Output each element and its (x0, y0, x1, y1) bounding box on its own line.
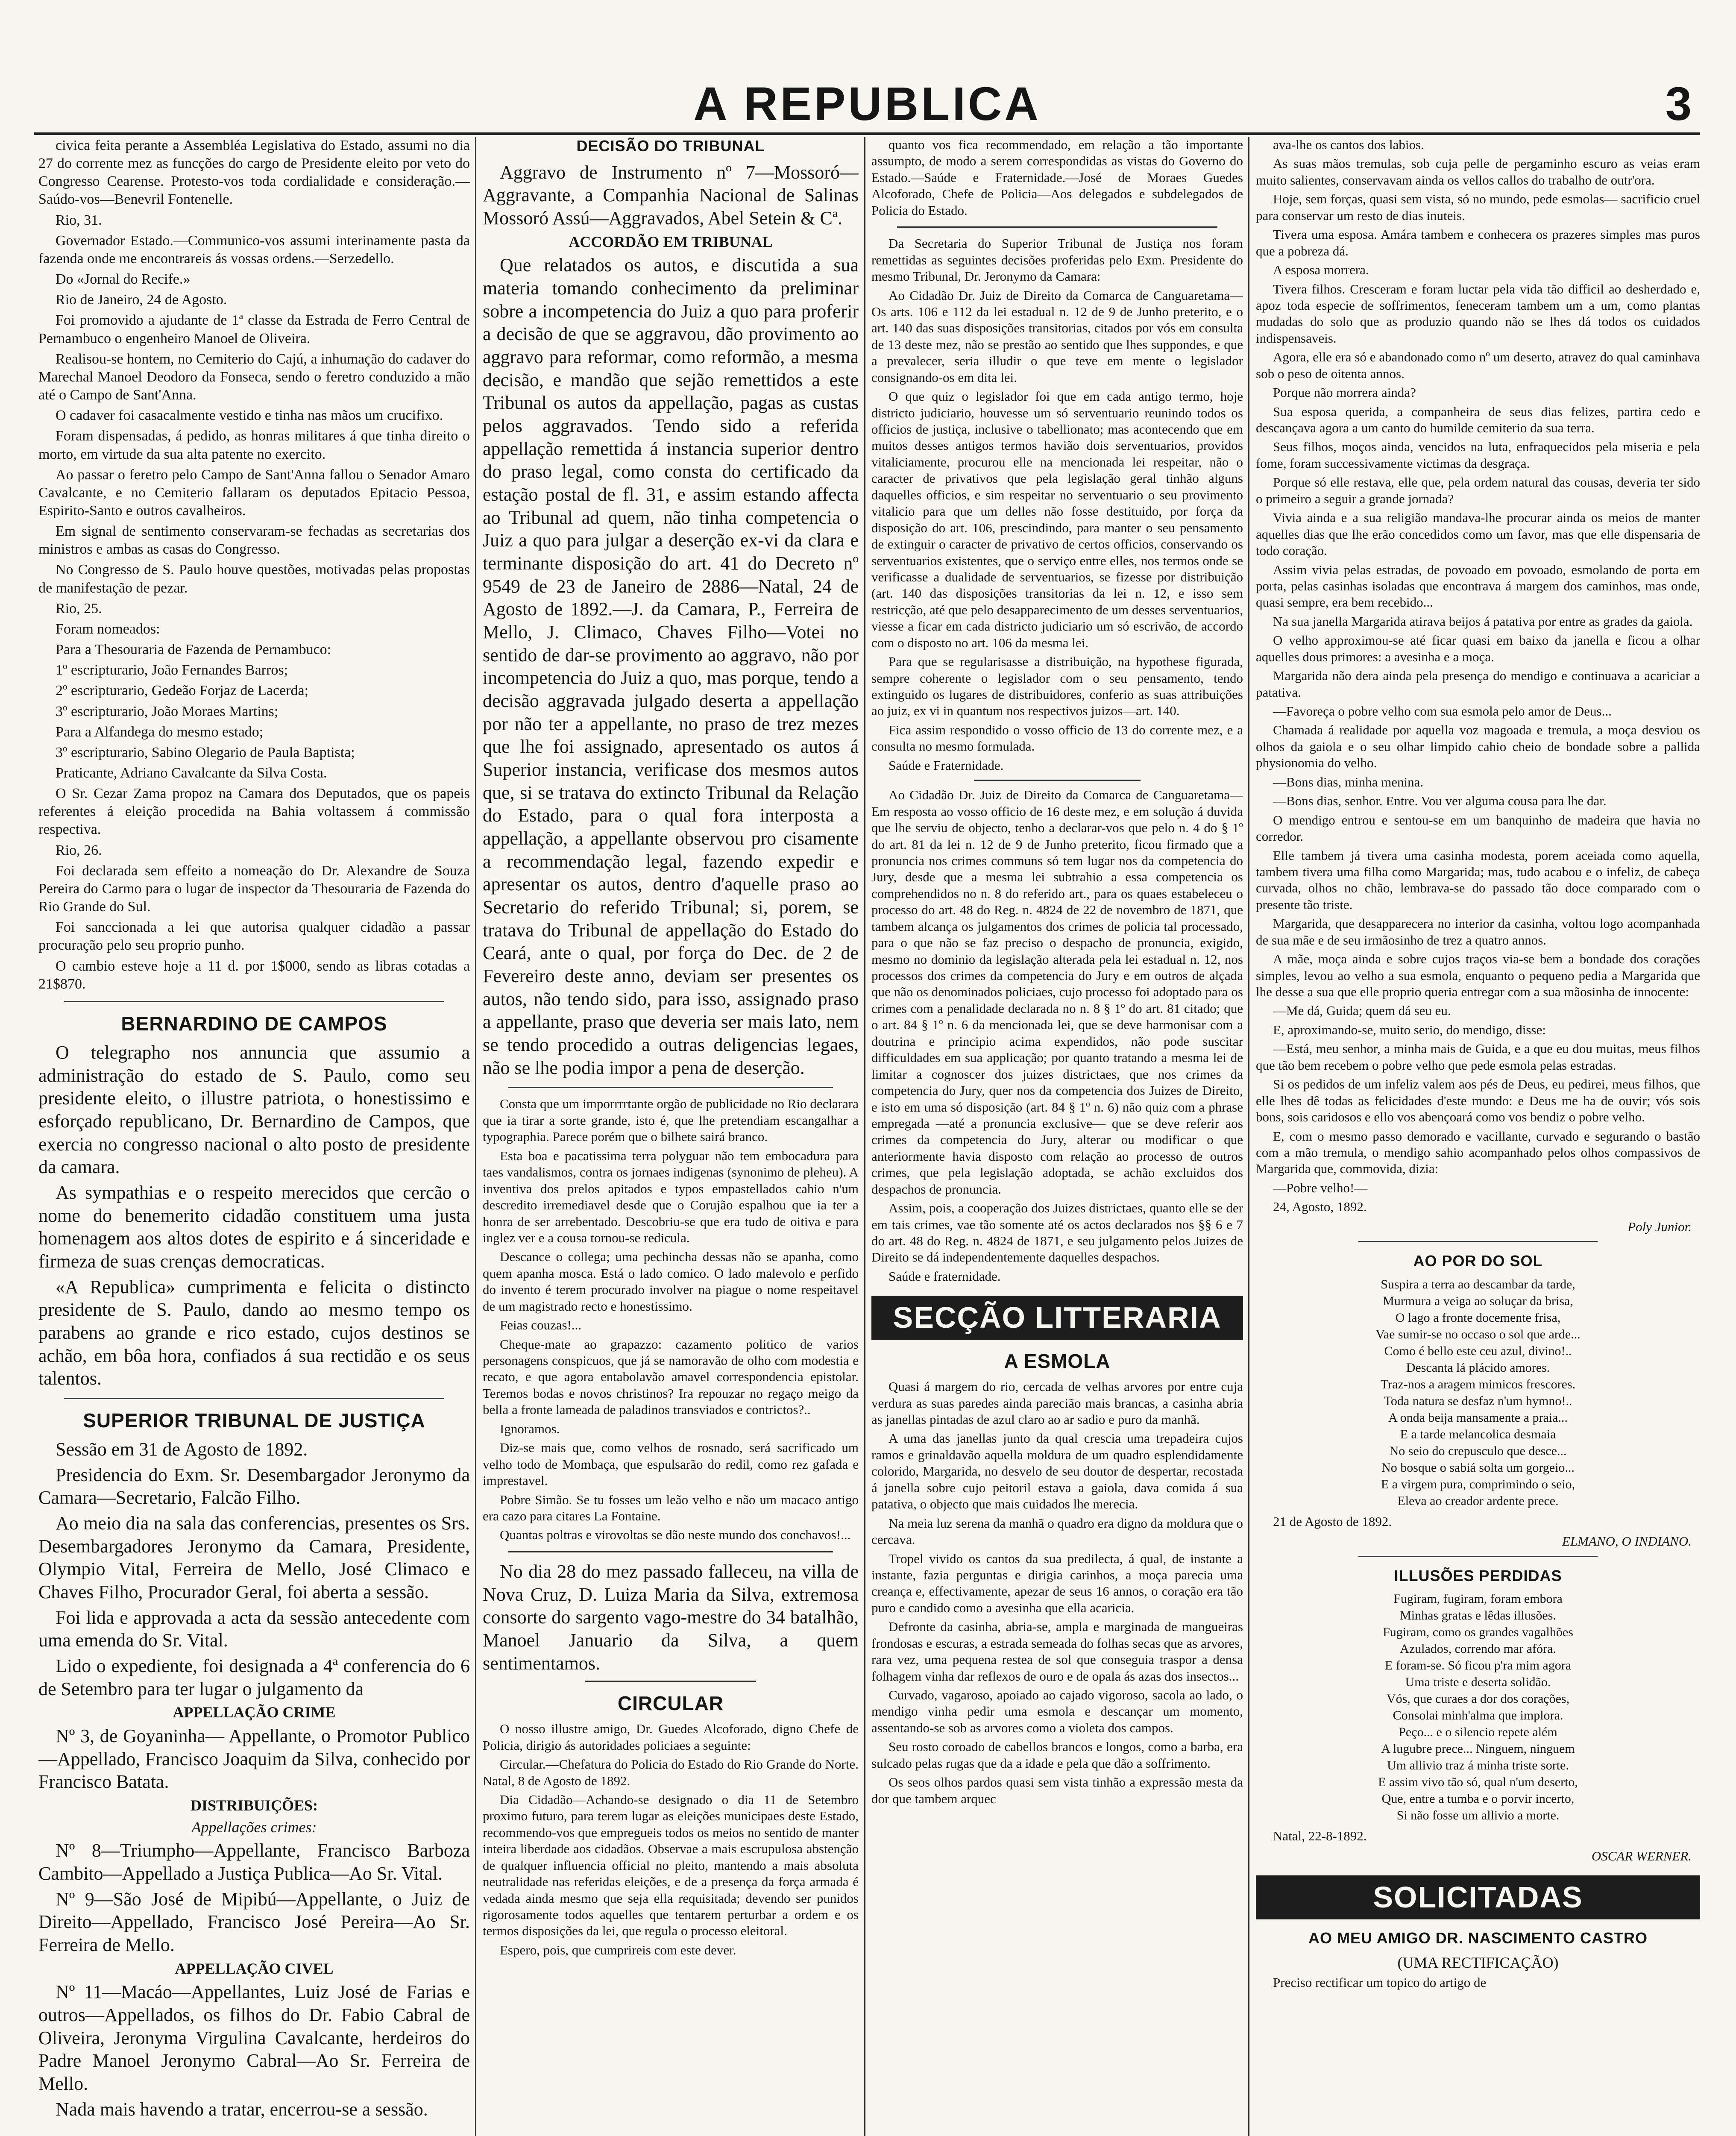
story-paragraph: A mãe, moça ainda e sobre cujos traços via-se bem a bondade dos corações simples, levou ao velho a sua esmola, enquanto o pequeno pedia a Margarida que lhe desse a sua que elle proprio queria entregar com a sua mãosinha de innocente: (1256, 951, 1700, 999)
story-paragraph: —Bons dias, senhor. Entre. Vou ver alguma cousa para lhe dar. (1273, 793, 1607, 809)
news-paragraph: Do «Jornal do Recife.» (56, 271, 191, 288)
section-heading: BERNARDINO DE CAMPOS (121, 1012, 387, 1035)
section-divider (508, 1551, 833, 1552)
story-paragraph: ava-lhe os cantos dos labios. (1273, 137, 1424, 152)
section-divider (897, 226, 1217, 228)
story-paragraph: Tivera filhos. Cresceram e foram luctar pela vida tão difficil ao desherdado e, apoz toda especie de soffrimentos, feneceram tambem um a um, como plantas mudadas do solo que as produzio quando não se lhes dá todos os cuidados indispensaveis. (1256, 281, 1700, 346)
poem-line: E foram-se. Só ficou p'ra mim agora (1384, 1658, 1572, 1673)
poem-line: Fugiram, como os grandes vagalhões (1383, 1625, 1573, 1640)
column-2 (483, 137, 859, 2136)
article-paragraph: As sympathias e o respeito merecidos que cercão o nome do benemerito cidadão constituem uma justa homenagem aos altos dotes de espirito e á sinceridade e firmeza de suas crenças democraticas. (38, 1182, 470, 1272)
article-paragraph: Da Secretaria do Superior Tribunal de Justiça nos foram remettidas as seguintes decisões proferidas pelo Exm. Presidente do mesmo Tribunal, Dr. Jeronymo da Camara: (871, 236, 1243, 284)
poem-line: Toda natura se desfaz n'um hymno!.. (1384, 1394, 1572, 1408)
article-paragraph: quanto vos fica recommendado, em relação a tão importante assumpto, de modo a serem correspondidas as vistas do Governo do Estado.—Saúde e Fraternidade.—José de Moraes Guedes Alcoforado, Chefe de Policia—Aos delegados e subdelegados de Policia do Estado. (871, 137, 1243, 218)
story-paragraph: E, aproximando-se, muito serio, do mendigo, disse: (1273, 1022, 1546, 1037)
article-paragraph: Circular.—Chefatura do Policia do Estado do Rio Grande do Norte. Natal, 8 de Agosto de 1892. (483, 1757, 859, 1788)
column-rule (864, 137, 865, 2136)
masthead (34, 73, 1700, 135)
poem-line: Um allivio traz á minha triste sorte. (1387, 1758, 1569, 1773)
news-paragraph: Rio, 31. (56, 212, 102, 228)
article-paragraph: Nº 3, de Goyaninha— Appellante, o Promotor Publico—Appellado, Francisco Joaquim da Silva, conhecido por Francisco Batata. (38, 1725, 470, 1793)
section-banner: SOLICITADAS (1256, 1875, 1700, 1919)
poem-line: Fugiram, fugiram, foram embora (1393, 1592, 1563, 1606)
poem-line: Si não fosse um allivio a morte. (1396, 1808, 1560, 1823)
story-paragraph: Tivera uma esposa. Amára tambem e conhecera os prazeres simples mas puros que a pobreza dá. (1256, 227, 1700, 258)
news-paragraph: Praticante, Adriano Cavalcante da Silva Costa. (56, 765, 327, 781)
article-paragraph: Ao meio dia na sala das conferencias, presentes os Srs. Desembargadores Jeronymo da Camara, Presidente, Olympio Vital, Ferreira de Mello, José Climaco e Chaves Filho, Procurador Geral, foi aberta a sessão. (38, 1513, 470, 1603)
poem-line: Consolai minh'alma que implora. (1393, 1708, 1563, 1723)
story-paragraph: —Pobre velho!— (1273, 1180, 1368, 1195)
poem-stanzas (1256, 1276, 1700, 1509)
article-paragraph: Descance o collega; uma pechincha dessas não se apanha, como quem apanha mosca. Está o lado comico. O lado malevolo e perfido do invento é terem procurado involver na piague o nome respeitavel de um magistrado recto e honestissimo. (483, 1249, 859, 1314)
story-paragraph: Tropel vivido os cantos da sua predilecta, á qual, de instante a instante, fazia perguntas e dirigia carinhos, a moça parecia uma creança e, effectivamente, apezar de seus 16 annos, o coração era tão puro e candido como a avesinha que ella acaricia. (871, 1551, 1243, 1615)
story-paragraph: 24, Agosto, 1892. (1273, 1199, 1367, 1215)
author-signature: ELMANO, O INDIANO. (1562, 1534, 1692, 1549)
article-paragraph: O que quiz o legislador foi que em cada antigo termo, hoje districto judiciario, houvesse um só serventuario reunindo todos os officios de justiça, inclusive o tabellionato; mas acontecendo que em muitos desses antigos termos havião dois serventuarios, providos vitaliciamente, procurou elle na mencionada lei respeitar, não o caracter de privativos que pela legislação geral tinhão alguns daquelles officios, e sim respeitar no serventuario o seu provimento vitalicio para que um delles não fosse destituido, por força da disposição do art. 106, prescindindo, para manter o seu pensamento de extinguir o caracter de privativo de certos officios, conservando os serventuarios existentes, que o serviço entre elles, nos termos onde se verificasse a dualidade de serventuarios, se fizesse por distribuição (art. 140 das disposições transitorias da lei n. 12, e isso sem restricção, até que pelo desapparecimento de um desses serventuarios, viesse a ficar em cada districto judiciario um só escrivão, de accordo com o disposto no art. 106 da mesma lei. (871, 389, 1243, 650)
poem-line: A lugubre prece... Ninguem, ninguem (1381, 1742, 1575, 1756)
section-heading: SUPERIOR TRIBUNAL DE JUSTIÇA (83, 1409, 425, 1432)
news-paragraph: Governador Estado.—Communico-vos assumi interinamente pasta da fazenda onde me encontrareis ás vossas ordens.—Serzedello. (38, 232, 470, 267)
article-paragraph: Espero, pois, que cumprireis com este dever. (500, 1942, 736, 1957)
section-divider (508, 1087, 833, 1088)
story-paragraph: Porque não morrera ainda? (1273, 385, 1416, 400)
poem-line: O lago a fronte docemente frisa, (1395, 1310, 1561, 1325)
poem-date: 21 de Agosto de 1892. (1273, 1514, 1392, 1529)
poem-date: Natal, 22-8-1892. (1273, 1828, 1367, 1844)
story-paragraph: Na sua janella Margarida atirava beijos á patativa por entre as grades da gaiola. (1273, 613, 1693, 629)
poem-line: Peço... e o silencio repete além (1399, 1725, 1557, 1740)
section-heading: DECISÃO DO TRIBUNAL (576, 137, 765, 155)
subheading: DISTRIBUIÇÕES: (190, 1797, 318, 1814)
subheading: Appellações crimes: (191, 1818, 317, 1836)
page-number: 3 (1665, 78, 1692, 130)
column-3 (871, 137, 1243, 2136)
subheading: (UMA RECTIFICAÇÃO) (1397, 1954, 1559, 1971)
story-paragraph: —Me dá, Guida; quem dá seu eu. (1273, 1003, 1451, 1018)
section-heading: CIRCULAR (617, 1692, 724, 1715)
article-paragraph: Nada mais havendo a tratar, encerrou-se a sessão. (56, 2098, 428, 2120)
article-body (483, 161, 859, 1080)
poem-line: Azulados, correndo mar afóra. (1400, 1642, 1556, 1656)
news-paragraph: Para a Alfandega do mesmo estado; (56, 724, 264, 740)
news-paragraph: O Sr. Cezar Zama propoz na Camara dos Deputados, que os papeis referentes á eleição procedida na Bahia voltassem á commissão respectiva. (38, 786, 470, 838)
section-divider (1358, 1556, 1598, 1557)
article-paragraph: Presidencia do Exm. Sr. Desembargador Jeronymo da Camara—Secretario, Falcão Filho. (38, 1464, 470, 1508)
news-paragraph: 2º escripturario, Gedeão Forjaz de Lacerda; (56, 683, 309, 699)
story-paragraph: Seus filhos, moços ainda, vencidos na luta, enfraquecidos pela miseria e pela fome, foram successivamente victimas da desgraça. (1256, 439, 1700, 471)
news-paragraph: O cadaver foi casacalmente vestido e tinha nas mãos um crucifixo. (56, 408, 443, 424)
article-paragraph: Nº 8—Triumpho—Appellante, Francisco Barboza Cambito—Appellado a Justiça Publica—Ao Sr. Vital. (38, 1840, 470, 1884)
article-paragraph: Nº 9—São José de Mipibú—Appellante, o Juiz de Direito—Appellado, Francisco José Pereira—Ao Sr. Ferreira de Mello. (38, 1888, 470, 1955)
article-paragraph: Assim, pois, a cooperação dos Juizes districtaes, quanto elle se der em tais crimes, vae tão somente até os actos declarados nos §§ 6 e 7 do art. 48 do Reg. n. 4824 de 1871, e seu julgamento pelos Juizes de Direito se dá independentemente daquelles despachos. (871, 1200, 1243, 1265)
article-paragraph: O nosso illustre amigo, Dr. Guedes Alcoforado, digno Chefe de Policia, dirigio ás autoridades policiaes a seguinte: (483, 1721, 859, 1753)
story-paragraph: Agora, elle era só e abandonado como nº um deserto, atravez do qual caminhava sob o peso de oitenta annos. (1256, 349, 1700, 381)
article-paragraph: «A Republica» cumprimenta e felicita o distincto presidente de S. Paulo, dando ao mesmo tempo os parabens ao grande e rico estado, cujos destinos se achão, em bôa hora, confiados á sua rectidão e os seus talentos. (38, 1276, 470, 1389)
news-paragraph: Em signal de sentimento conservaram-se fechadas as secretarias dos ministros e ambas as casas do Congresso. (38, 523, 470, 557)
story-paragraph: Si os pedidos de um infeliz valem aos pés de Deus, eu pedirei, meus filhos, que elle lhes dê todas as felicidades d'este mundo: e Deus me ha de ouvir; vós sois bons, sois caridosos e ello vos abençoará como vos bendiz o pobre velho. (1256, 1077, 1700, 1125)
poem-line: No bosque o sabiá solta um gorgeio... (1381, 1460, 1575, 1475)
poem-line: Vós, que curaes a dor dos corações, (1386, 1692, 1570, 1706)
article-paragraph: Saúde e fraternidade. (889, 1268, 1001, 1284)
article-paragraph: Ao Cidadão Dr. Juiz de Direito da Comarca de Canguaretama—Os arts. 106 e 112 da lei estadual n. 12 de 9 de Junho preterito, e o art. 140 das suas disposições transitorias, citados por vós em consulta de 13 deste mez, não se prestão ao sentido que lhes suppondes, e que a prevalecer, seria illudir o que teve em mente o legislador consignando-os em dita lei. (871, 288, 1243, 385)
news-paragraph: Foram dispensadas, á pedido, as honras militares á que tinha direito o morto, em virtude da sua alta patente no exercito. (38, 428, 470, 462)
story-paragraph: Seu rosto coroado de cabellos brancos e longos, como a barba, era sulcado pelas rugas que da a idade e pela que dão a soffrimento. (871, 1739, 1243, 1771)
article-body (38, 1438, 470, 2121)
article-paragraph: Nº 11—Macáo—Appellantes, Luiz José de Farias e outros—Appellados, os filhos do Dr. Fabio Cabral de Oliveira, Jeronyma Virgulina Cavalcante, herdeiros do Padre Manoel Jeronymo Cabral—Ao Sr. Ferreira de Mello. (38, 1981, 470, 2094)
poem-title: ILLUSÕES PERDIDAS (1394, 1567, 1562, 1584)
story-paragraph: —Bons dias, minha menina. (1273, 774, 1424, 789)
story-paragraph: Curvado, vagaroso, apoiado ao cajado vigoroso, sacola ao lado, o mendigo vinha pedir uma esmola e descançar um momento, assentando-se sob as arvores como a violeta dos campos. (871, 1687, 1243, 1735)
article-paragraph: Sessão em 31 de Agosto de 1892. (56, 1439, 308, 1460)
story-paragraph: Elle tambem já tivera uma casinha modesta, porem aceiada como aquella, tambem tivera uma filha como Margarida; mas, tudo acabou e o infeliz, de cabeça curvada, olhos no chão, lembrava-se do passado tão doce comparado com o presente tão triste. (1256, 848, 1700, 912)
poem-line: Uma triste e deserta solidão. (1405, 1675, 1551, 1690)
author-signature: OSCAR WERNER. (1591, 1848, 1692, 1863)
section-divider (1358, 1241, 1598, 1242)
article-paragraph: Quantas poltras e virovoltas se dão neste mundo dos conchavos!... (500, 1527, 851, 1543)
news-paragraph: Para a Thesouraria de Fazenda de Pernambuco: (56, 642, 331, 658)
news-paragraph: Foi promovido a ajudante de 1ª classe da Estrada de Ferro Central de Pernambuco o engenheiro Manoel de Oliveira. (38, 312, 470, 346)
story-paragraph: —Favoreça o pobre velho com sua esmola pelo amor de Deus... (1273, 704, 1612, 719)
news-paragraph: Foram nomeados: (56, 621, 160, 637)
story-paragraph: Vivia ainda e a sua religião mandava-lhe procurar ainda os meios de manter aquelles dias que lhe erão concedidos como um favor, mas que elle dispensaria de todo coração. (1256, 510, 1700, 558)
news-paragraph: O cambio esteve hoje a 11 d. por 1$000, sendo as libras cotadas a 21$870. (38, 958, 470, 992)
article-paragraph: O telegrapho nos annuncia que assumio a administração do estado de S. Paulo, como seu presidente eleito, o illustre patriota, o honestissimo e esforçado republicano, Dr. Bernardino de Campos, que exercia no congresso nacional o alto posto de presidente da camara. (38, 1042, 470, 1178)
subheading: APPELLAÇÃO CRIME (173, 1704, 336, 1721)
story-paragraph: A esposa morrera. (1273, 262, 1369, 278)
story-paragraph: Defronte da casinha, abria-se, ampla e marginada de mangueiras frondosas e escuras, a estrada semeada do folhas secas que as arvores, rara vez, uma pequena restea de sol que conseguia traspor a densa folhagem vinha dar reflexos de ouro e de opala ás azas dos insectos... (871, 1619, 1243, 1684)
story-paragraph: A uma das janellas junto da qual crescia uma trepadeira cujos ramos e grinaldavão aquella moldura de um quadro esplendidamente colorido, Margarida, no desvelo de seu doutor de despertar, recostada á janella sobre cujo peitoril estava a gaiola, dava comida á sua patativa, o objecto que mais cuidados lhe merecia. (871, 1431, 1243, 1512)
article-paragraph: Dia Cidadão—Achando-se designado o dia 11 de Setembro proximo futuro, para terem lugar as eleições municipaes deste Estado, recommendo-vos que empregueis todos os meios no sentido de manter inteira liberdade aos cidadãos. Observae a mais escrupulosa abstenção de qualquer influencia official no pleito, mantendo a mais absoluta neutralidade nas referidas eleições, e de a presença da força armada é vedada ainda mesmo que seja ella requisitada; devendo ser punidos rigorosamente todos aquelles que tentarem perturbar a ordem e os termos disposições da lei, que regula o processo eleitoral. (483, 1792, 859, 1939)
story-paragraph: Porque só elle restava, elle que, pela ordem natural das cousas, deveria ter sido o primeiro a seguir a grande jornada? (1256, 475, 1700, 506)
poem-stanzas (1256, 1590, 1700, 1824)
news-paragraph: 3º escripturario, João Moraes Martins; (56, 703, 279, 719)
news-paragraph: Foi declarada sem effeito a nomeação do Dr. Alexandre de Souza Pereira do Carmo para o lugar de inspector da Thesouraria de Fazenda do Rio Grande do Sul. (38, 863, 470, 915)
news-paragraph: Foi sanccionada a lei que autorisa qualquer cidadão a passar procuração pelo seu proprio punho. (38, 919, 470, 954)
poem-line: E a virgem pura, comprimindo o seio, (1381, 1477, 1575, 1491)
story-paragraph: Margarida, que desapparecera no interior da casinha, voltou logo acompanhada de sua mãe e de seu irmãosinho de trez a quatro annos. (1256, 916, 1700, 948)
news-paragraph: Realisou-se hontem, no Cemiterio do Cajú, a inhumação do cadaver do Marechal Manoel Deodoro da Fonseca, sendo o feretro conduzido a mão até o Campo de Sant'Anna. (38, 351, 470, 403)
article-paragraph: Feias couzas!... (500, 1317, 582, 1333)
news-paragraph: Rio, 26. (56, 842, 102, 858)
newspaper-title: A REPUBLICA (693, 78, 1041, 130)
poem-line: E a tarde melancolica desmaia (1400, 1427, 1556, 1441)
poem-line: Descanta lá plácido amores. (1406, 1360, 1550, 1375)
article-paragraph: Ignoramos. (500, 1421, 560, 1436)
section-banner: SECÇÃO LITTERARIA (871, 1296, 1243, 1340)
column-1 (38, 137, 470, 2136)
article-paragraph: Para que se regularisasse a distribuição, na hypothese figurada, sempre coherente o legislador com o seu pensamento, tendo extinguido os lugares de distribuidores, conferio as suas attribuições ao juiz, ex vi in quantum nos respectivos juizos—art. 140. (871, 654, 1243, 719)
news-paragraph: 1º escripturario, João Fernandes Barros; (56, 662, 288, 678)
article-paragraph: Aggravo de Instrumento nº 7—Mossoró—Aggravante, a Companhia Nacional de Salinas Mossoró Assú—Aggravados, Abel Setein & Cª. (483, 161, 859, 229)
article-paragraph: Pobre Simão. Se tu fosses um leão velho e não um macaco antigo era cazo para citares La Fontaine. (483, 1492, 859, 1523)
article-paragraph: Fica assim respondido o vosso officio de 13 do corrente mez, e a consulta no mesmo formulada. (871, 722, 1243, 754)
section-heading: A ESMOLA (1004, 1350, 1111, 1373)
article-paragraph: Lido o expediente, foi designada a 4ª conferencia do 6 de Setembro para ter lugar o julgamento da (38, 1655, 470, 1699)
section-divider (974, 780, 1141, 781)
poem-line: Como é bello este ceu azul, divino!.. (1384, 1344, 1572, 1358)
article-body (483, 1560, 859, 1675)
article-paragraph: Foi lida e approvada a acta da sessão antecedente com uma emenda do Sr. Vital. (38, 1607, 470, 1651)
article-paragraph: Esta boa e pacatissima terra polyguar não tem embocadura para taes vandalismos, contra os jornaes indigenas (synonimo de pleheu). A inventiva dos prelos apitados e typos empastellados cahio n'um descredito irremediavel desde que o Corujão espalhou que ia ter a honra de ser arrebentado. Descobriu-se que era tudo de oitiva e para inglez ver e a cousa tornou-se redicula. (483, 1148, 859, 1245)
author-signature: Poly Junior. (1628, 1219, 1692, 1234)
news-paragraph: Rio de Janeiro, 24 de Agosto. (56, 292, 227, 308)
story-paragraph: O velho approximou-se até ficar quasi em baixo da janella e ficou a olhar aquelles dous primores: a avesinha e a moça. (1256, 633, 1700, 664)
article-paragraph: Diz-se mais que, como velhos de rosnado, será sacrificado um velho todo de Mombaça, que espulsarão do redil, como rez gafada e imprestavel. (483, 1440, 859, 1488)
poem-line: Eleva ao creador ardente prece. (1397, 1493, 1559, 1508)
article-paragraph: No dia 28 do mez passado falleceu, na villa de Nova Cruz, D. Luiza Maria da Silva, extremosa consorte do sargento vago-mestre do 34 batalhão, Manoel Januario da Silva, a quem sentimentamos. (483, 1561, 859, 1674)
section-divider (64, 1001, 444, 1002)
story-paragraph: —Está, meu senhor, a minha mais de Guida, e a que eu dou muitas, meus filhos que tão bem recebem o pobre velho que pede esmola pelas estradas. (1256, 1041, 1700, 1073)
story-paragraph: Chamada á realidade por aquella voz magoada e tremula, a moça desviou os olhos da gaiola e o seu olhar limpido cahio cheio de bondade sobre a pallida physionomia do velho. (1256, 722, 1700, 771)
article-paragraph: Cheque-mate ao grapazzo: cazamento politico de varios personagens conspicuos, que já se namoravão de olho com modestia e recato, e que agora entabolavão amavel correspondencia epistolar. Teremos bodas e novos christinos? Ira repouzar no regaço meigo da bella a fronte lameada de paladinos transviados e contrictos?.. (483, 1336, 859, 1417)
column-rule (475, 137, 476, 2136)
story-paragraph: Quasi á margem do rio, cercada de velhas arvores por entre cuja verdura as suas paredes ainda parecião mais brancas, a casinha abria as janellas pintadas de azul claro ao ar sadio e puro da manhã. (871, 1379, 1243, 1427)
poem-line: No seio do crepusculo que desce... (1389, 1444, 1567, 1458)
poem-line: Minhas gratas e lêdas illusões. (1400, 1608, 1556, 1623)
article-body (483, 1721, 859, 1958)
article-paragraph: Preciso rectificar um topico do artigo de (1273, 1975, 1487, 1990)
column-4 (1256, 137, 1700, 2136)
poem-line: Que, entre a tumba e o porvir incerto, (1381, 1792, 1575, 1806)
poem-line: Vae sumir-se no occaso o sol que arde... (1375, 1327, 1581, 1341)
story-paragraph: Margarida não dera ainda pela presença do mendigo e continuava a acariciar a patativa. (1256, 668, 1700, 700)
story-paragraph: As suas mãos tremulas, sob cuja pelle de pergaminho escuro as veias eram muito salientes, conservavam ainda os vellos callos do trabalho de outr'ora. (1256, 156, 1700, 188)
story-paragraph: O mendigo entrou e sentou-se em um banquinho de madeira que havia no corredor. (1256, 812, 1700, 844)
story-paragraph: Assim vivia pelas estradas, de povoado em povoado, esmolando de porta em porta, pelas casinhas isoladas que encontrava á margem dos caminhos, mas onde, quasi sempre, era bem recebido... (1256, 562, 1700, 610)
news-paragraph: No Congresso de S. Paulo houve questões, motivadas pelas propostas de manifestação de pezar. (38, 562, 470, 596)
column-rule (1248, 137, 1249, 2136)
news-paragraph: 3º escripturario, Sabino Olegario de Paula Baptista; (56, 744, 355, 760)
news-paragraph: Rio, 25. (56, 600, 102, 616)
story-paragraph: Na meia luz serena da manhã o quadro era digno da moldura que o cercava. (871, 1515, 1243, 1547)
story-paragraph: Hoje, sem forças, quasi sem vista, só no mundo, pede esmolas— sacrificio cruel para conservar um resto de dias inuteis. (1256, 191, 1700, 223)
subheading: ACCORDÃO EM TRIBUNAL (569, 233, 773, 250)
article-paragraph: Saúde e Fraternidade. (889, 757, 1004, 773)
article-body (38, 1041, 470, 1390)
news-paragraph: civica feita perante a Assembléa Legislativa do Estado, assumi no dia 27 do corrente mez as funcções do cargo de Presidente eleito por veto do Congresso Cearense. Protesto-vos toda cordialidade e consideração.—Saúdo-vos—Benevril Fontenelle. (38, 138, 470, 208)
section-heading: AO MEU AMIGO DR. NASCIMENTO CASTRO (1308, 1929, 1648, 1947)
story-paragraph: E, com o mesmo passo demorado e vacillante, curvado e segurando o bastão com a mão tremula, o mendigo sahio acompanhado pelos olhos compassivos de Margarida que, commovida, dizia: (1256, 1128, 1700, 1177)
section-divider (585, 1681, 756, 1682)
article-paragraph: Consta que um imporrrrtante orgão de publicidade no Rio declarara que ia tirar a sorte grande, isto é, que lhe pretendiam escangalhar a typographia. Parece porém que o bilhete sairá branco. (483, 1096, 859, 1144)
poem-line: E assim vivo tão só, qual n'um deserto, (1378, 1775, 1578, 1790)
article-paragraph: Que relatados os autos, e discutida a sua materia tomando conhecimento da preliminar sobre a incompetencia do Juiz a quo para proferir a decisão de que se aggravou, dão provimento ao aggravo para reformar, como reformão, a mesma decisão, e mandão que sejão remettidos a este Tribunal os autos da appellação, pagas as custas pelos aggravados. Tendo sido a referida appellação remettida á instancia superior dentro do praso legal, como consta do certificado da estação postal de fl. 31, e assim estando affecta ao Tribunal ad quem, não tinha competencia o Juiz a quo para julgar a deserção ex-vi da clara e terminante disposição do art. 41 do Decreto nº 9549 de 23 de Janeiro de 2886—Natal, 24 de Agosto de 1892.—J. da Camara, P., Ferreira de Mello, J. Climaco, Chaves Filho—Votei no sentido de dar-se provimento ao aggravo, não por incompetencia do Juiz a quo, mas porque, tendo a decisão aggravada julgado deserta a appellação por não ter a appellante, no praso de trez mezes que lhe foi assignado, apresentado os autos á Superior instancia, verificase dos mesmos autos que, si se tratava do extincto Tribunal da Relação do Estado, para o qual fora interposta a appellação, a appellante observou pro cisamente a recommendação legal, fazendo expedir e apresentar os autos, dentro d'aquelle praso ao Secretario do referido Tribunal; si, porem, se tratava do Tribunal de appellação do Estado do Ceará, ante o qual, por força do Dec. de 2 de Fevereiro deste anno, deviam ser presentes os autos, não tendo sido, para isso, assignado praso a appellante, praso que deveria ser mais lato, nem se tendo procedido a outras deligencias legaes, não se lhe podia impor a pena de deserção. (483, 255, 859, 1078)
article-paragraph: Ao Cidadão Dr. Juiz de Direito da Comarca de Canguaretama—Em resposta ao vosso officio de 16 deste mez, e em solução á duvida que lhe serviu de objecto, tenho a declarar-vos que pelo n. 4 do § 1º do art. 81 da lei n. 12 de 9 de Junho preterito, ficou firmado que a pronuncia nos crimes communs só tem lugar nos da competencia do Jury, desde que a mesma lei subtrahio a essa competencia os comprehendidos no n. 8 do referido art., para os quaes estabeleceu o processo do art. 48 do Reg. n. 4824 de 22 de novembro de 1871, que tambem alcança os julgamentos dos crimes de policia tal processado, para o que não se faz preciso o despacho de pronuncia, exigido, mesmo no dominio da legislação alterada pela lei estadual n. 12, nos processos dos crimes da competencia do Jury e em outros de alçada que não os denominados policiaes, cujo processo foi adoptado para os crimes com a penalidade declarada no n. 8 § 1º do art. 81 citado; que o art. 84 § 1º n. 6 da mencionada lei, que se deve harmonisar com a doutrina e principio acima expendidos, não pode suscitar difficuldades em sua applicação; por quanto tratando a mesma lei de limitar a cognoscer dos juizes districtaes, que nos crimes da competencia do Jury, quer nos da competencia dos Juizes de Direito, e isto em uma só disposição (art. 84 § 1º n. 6) não quiz com a phrase empregada —até a pronuncia exclusive— que se deve referir aos crimes da competencia do Jury, alterar ou modificar o que anteriormente havia disposto com relação ao processo de outros crimes, que pela legislação adoptada, se achão excluidos dos despachos de pronuncia. (871, 787, 1243, 1197)
poem-line: A onda beija mansamente a praia... (1388, 1410, 1568, 1425)
news-paragraph: Ao passar o feretro pelo Campo de Sant'Anna fallou o Senador Amaro Cavalcante, e no Cemiterio fallaram os deputados Epitacio Pessoa, Espirito-Santo e outros cavalheiros. (38, 467, 470, 519)
poem-line: Murmura a veiga ao soluçar da brisa, (1383, 1294, 1573, 1308)
poem-line: Suspira a terra ao descambar da tarde, (1381, 1277, 1575, 1291)
story-paragraph: Os seos olhos pardos quasi sem vista tinhão a expressão mesta da dor que tambem arquec (871, 1775, 1243, 1806)
poem-line: Traz-nos a aragem mimicos frescores. (1380, 1377, 1576, 1391)
poem-title: AO POR DO SOL (1413, 1252, 1543, 1270)
story-paragraph: Sua esposa querida, a companheira de seus dias felizes, partira cedo e descançava agora a um canto do humilde cemiterio da sua terra. (1256, 404, 1700, 435)
subheading: APPELLAÇÃO CIVEL (175, 1960, 334, 1977)
section-divider (64, 1398, 444, 1399)
article-body (483, 1096, 859, 1543)
